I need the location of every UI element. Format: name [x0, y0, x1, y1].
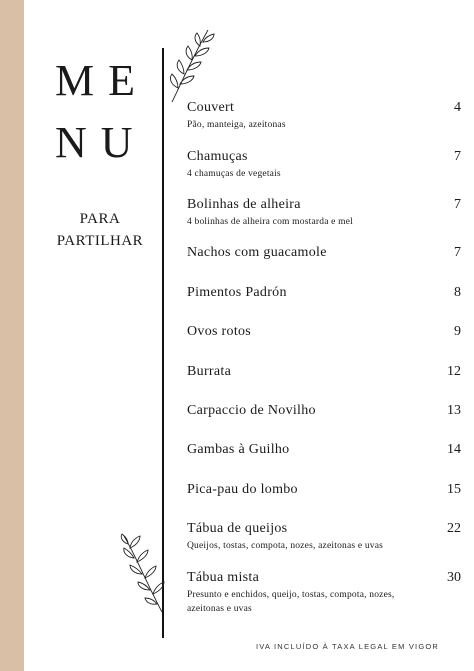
menu-item: [187, 570, 461, 616]
menu-item: [187, 324, 461, 340]
tax-note: IVA INCLUÍDO À TAXA LEGAL EM VIGOR: [255, 642, 440, 651]
item-price: 7: [454, 149, 461, 164]
menu-item: [187, 364, 461, 380]
item-price: 7: [454, 197, 461, 212]
item-name: Carpaccio de Novilho: [187, 403, 316, 418]
item-name: Bolinhas de alheira: [187, 197, 301, 212]
item-price: 12: [447, 364, 461, 379]
item-price: 14: [447, 442, 461, 457]
item-description: Presunto e enchidos, queijo, tostas, compota, nozes, azeitonas e uvas: [187, 590, 395, 614]
menu-item: [187, 403, 461, 419]
item-name: Ovos rotos: [187, 324, 252, 339]
item-name: Pimentos Padrón: [187, 285, 287, 300]
item-name: Gambas à Guilho: [187, 442, 290, 457]
menu-item: [187, 442, 461, 458]
section-label: [40, 208, 160, 252]
item-price: 7: [454, 245, 461, 260]
item-price: 4: [454, 100, 461, 115]
accent-strip: [0, 0, 24, 671]
menu-item: [187, 149, 461, 181]
item-description: Queijos, tostas, compota, nozes, azeitonas e uvas: [187, 541, 384, 551]
section-label-line-1: PARA: [79, 211, 121, 227]
item-price: 30: [447, 570, 461, 585]
item-description: 4 chamuças de vegetais: [187, 169, 281, 179]
item-name: Burrata: [187, 364, 232, 379]
menu-item: [187, 482, 461, 498]
item-price: 8: [454, 285, 461, 300]
section-label-line-2: PARTILHAR: [56, 233, 144, 249]
menu-title-line-2: NU: [55, 118, 147, 167]
item-name: Couvert: [187, 100, 235, 115]
item-name: Pica-pau do lombo: [187, 482, 298, 497]
menu-item: [187, 245, 461, 261]
item-name: Nachos com guacamole: [187, 245, 327, 260]
menu-item: [187, 285, 461, 301]
item-description: 4 bolinhas de alheira com mostarda e mel: [187, 217, 354, 227]
item-name: Tábua de queijos: [187, 521, 288, 536]
menu-item: [187, 100, 461, 132]
item-price: 22: [447, 521, 461, 536]
menu-item: [187, 197, 461, 229]
menu-title-line-1: ME: [55, 56, 149, 105]
item-name: Tábua mista: [187, 570, 260, 585]
menu-item: [187, 521, 461, 553]
item-price: 15: [447, 482, 461, 497]
olive-branch-icon: [118, 532, 166, 614]
item-name: Chamuças: [187, 149, 248, 164]
item-price: 13: [447, 403, 461, 418]
menu-title: [55, 50, 149, 174]
olive-branch-icon: [168, 26, 216, 104]
item-price: 9: [454, 324, 461, 339]
item-description: Pão, manteiga, azeitonas: [187, 120, 286, 130]
